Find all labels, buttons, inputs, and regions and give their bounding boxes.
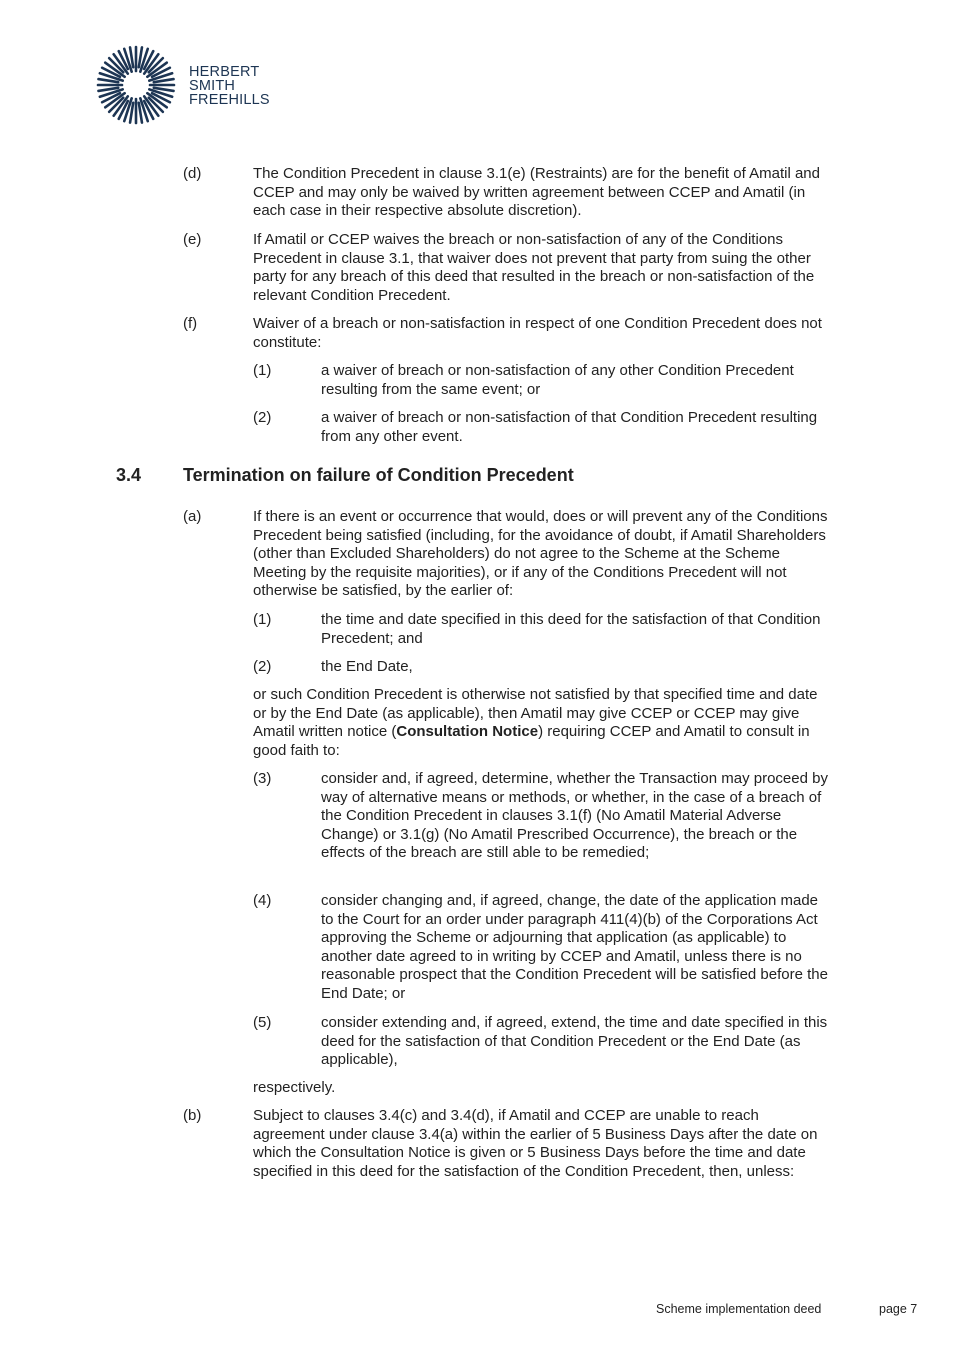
section-title: Termination on failure of Condition Precedent xyxy=(183,465,574,485)
subclause-label: (1) xyxy=(253,362,272,379)
subclause-label: (4) xyxy=(253,892,272,909)
clause-text: The Condition Precedent in clause 3.1(e) (Restraints) are for the benefit of Amatil and CCEP and may only be waived by written agreement between CCEP and Amatil (in each case in their respective absolute discretion). xyxy=(253,165,820,220)
subclause-text: a waiver of breach or non-satisfaction of that Condition Precedent resulting from any other event. xyxy=(321,409,818,445)
clause-text: Waiver of a breach or non-satisfaction in respect of one Condition Precedent does not constitute: xyxy=(253,315,822,351)
herbert-smith-freehills-logo xyxy=(96,45,286,130)
sunburst-logo-icon xyxy=(96,45,176,125)
footer-document-title: Scheme implementation deed xyxy=(656,1302,822,1316)
subclause-text: consider changing and, if agreed, change, the date of the application made to the Court for an order under paragraph 411(4)(b) of the Corporations Act approving the Scheme or adjourning that application (as applicable) to another date agreed to in writing by CCEP and Amatil, unless there is no reasonable prospect that the Condition Precedent will be satisfied before the End Date; or xyxy=(321,892,828,1002)
clause-label: (b) xyxy=(183,1107,202,1124)
subclause-label: (3) xyxy=(253,770,272,787)
clause-text: If there is an event or occurrence that would, does or will prevent any of the Conditions Precedent being satisfied (including, for the avoidance of doubt, if Amatil Shareholders (other than Excluded Shareholders) do not agree to the Scheme at the Scheme Meeting by the requisite majorities), or if any of the Conditions Precedent will not otherwise be satisfied, by the earlier of: xyxy=(253,508,828,600)
continuation-text: or such Condition Precedent is otherwise not satisfied by that specified time and date or by the End Date (as applicable), then Amatil may give CCEP or CCEP may give Amatil written notice ( xyxy=(253,686,818,741)
subclause-label: (1) xyxy=(253,611,272,628)
subclause-text: the End Date, xyxy=(321,658,413,675)
subclause-text: a waiver of breach or non-satisfaction of any other Condition Precedent resulting from the same event; or xyxy=(321,362,794,398)
logo-line-2: SMITH xyxy=(189,78,236,94)
logo-line-1: HERBERT xyxy=(189,64,260,80)
clause-label: (e) xyxy=(183,231,202,248)
clause-3-4-a-continuation xyxy=(253,686,833,760)
subclause-label: (2) xyxy=(253,409,272,426)
subclause-text: consider extending and, if agreed, extend, the time and date specified in this deed for the satisfaction of that Condition Precedent or the End Date (as applicable), xyxy=(321,1014,828,1069)
clause-label: (f) xyxy=(183,315,198,332)
footer-page-number: page 7 xyxy=(879,1302,918,1316)
clause-text: Subject to clauses 3.4(c) and 3.4(d), if Amatil and CCEP are unable to reach agreement under clause 3.4(a) within the earlier of 5 Business Days after the date on which the Consultation Notice is given or 5 Business Days before the time and date specified in this deed for the satisfaction of the Condition Precedent, then, unless: xyxy=(253,1107,818,1180)
clause-label: (d) xyxy=(183,165,202,182)
clause-3-4-a-closing: respectively. xyxy=(253,1079,336,1096)
clause-label: (a) xyxy=(183,508,202,525)
logo-line-3: FREEHILLS xyxy=(189,92,270,108)
subclause-text: consider and, if agreed, determine, whether the Transaction may proceed by way of alternative means or methods, or whether, in the case of a breach of the Condition Precedent in clauses 3.1(f) (No Amatil Material Adverse Change) or 3.1(g) (No Amatil Prescribed Occurrence), the breach or the effects of the breach are still able to be remedied; xyxy=(321,770,828,862)
section-number: 3.4 xyxy=(116,465,142,485)
continuation-text-end: ) requiring CCEP and Amatil to consult in good faith to: xyxy=(253,723,810,759)
subclause-text: the time and date specified in this deed for the satisfaction of that Condition Precedent; and xyxy=(321,611,821,647)
consultation-notice-term: Consultation Notice xyxy=(396,723,539,741)
logo-wordmark xyxy=(189,65,270,107)
subclause-label: (5) xyxy=(253,1014,272,1031)
subclause-label: (2) xyxy=(253,658,272,675)
clause-text: If Amatil or CCEP waives the breach or non-satisfaction of any of the Conditions Precedent in clause 3.1, that waiver does not prevent that party from suing the other party for any breach of this deed that resulted in the breach or non-satisfaction of the relevant Condition Precedent. xyxy=(253,231,815,304)
